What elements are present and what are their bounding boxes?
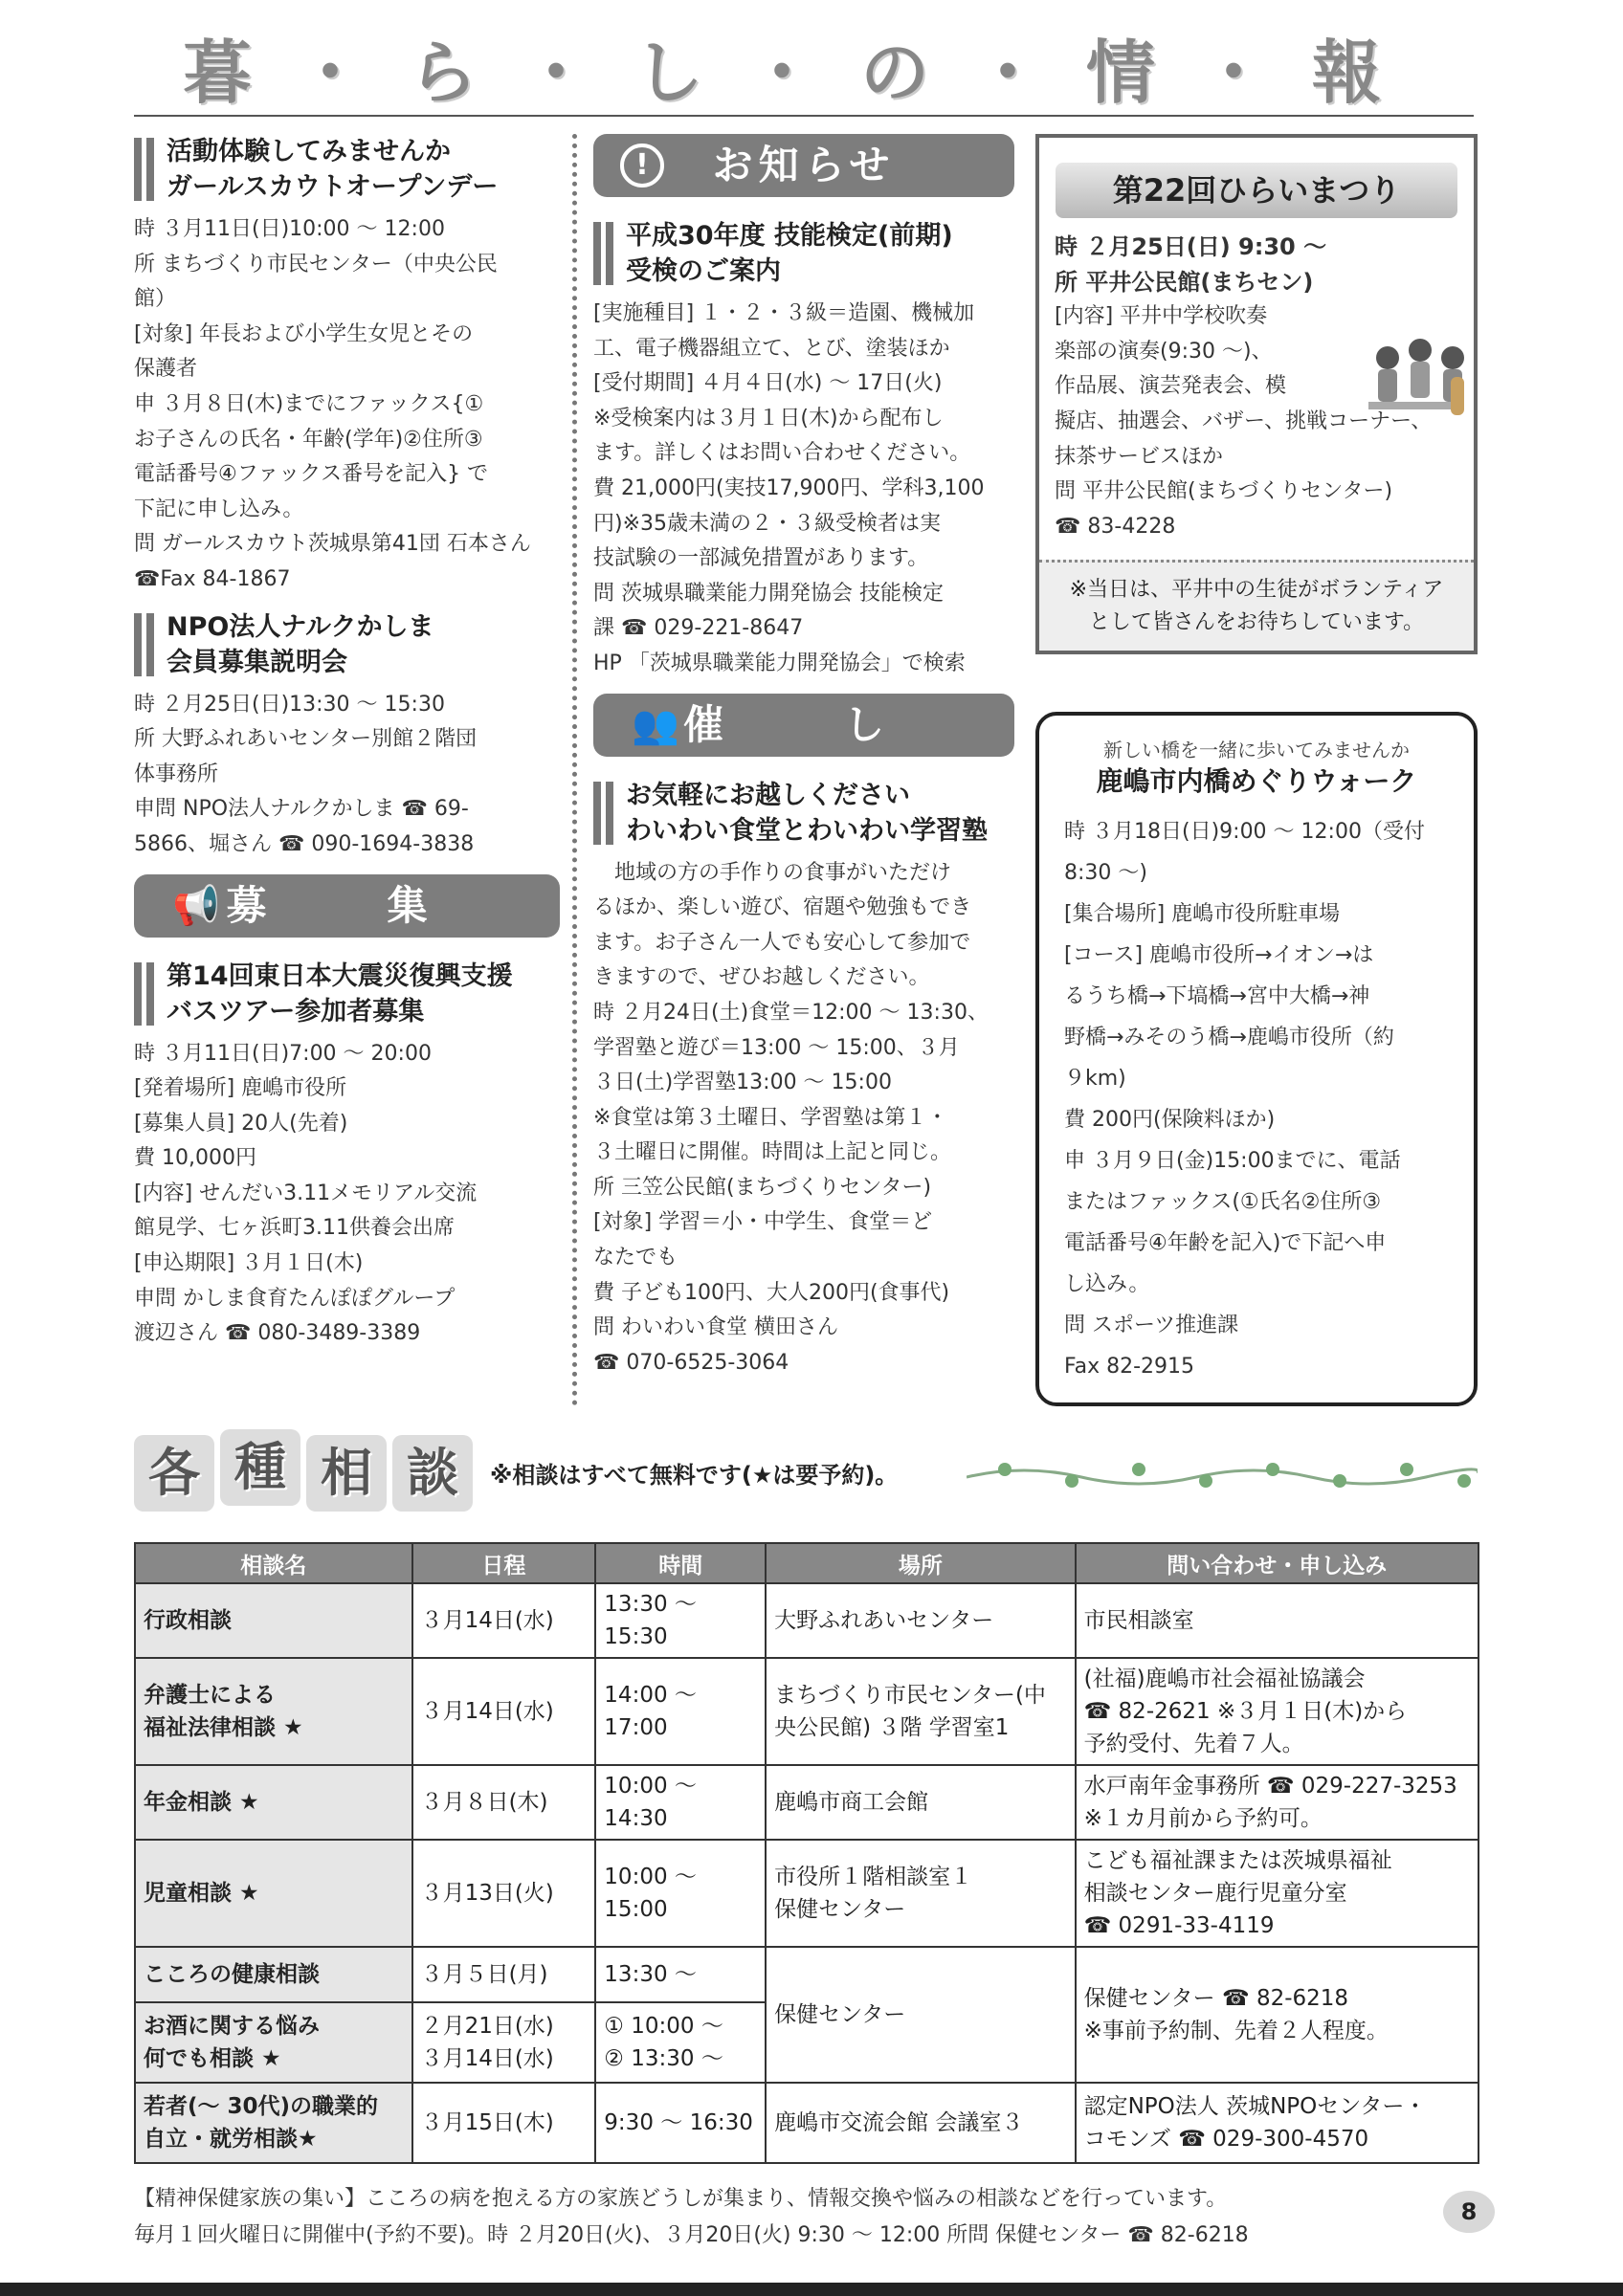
info-line: ３土曜日に開催。時間は上記と同じ。 [593,1140,952,1165]
heading-char: 相 [306,1435,387,1512]
cell-date: ３月８日(木) [412,1765,596,1840]
info-line: し込み。 [1064,1272,1150,1296]
info-line: ☎ 83-4228 [1055,514,1176,539]
clover-vine-decoration [967,1456,1478,1494]
info-line: 時 ２月25日(日)13:30 〜 15:30 [134,692,445,717]
article-title [593,218,1014,289]
cell-time: 9:30 〜 16:30 [595,2083,766,2163]
info-line: 8:30 〜) [1064,861,1147,885]
bottom-rule [0,2283,1623,2296]
title-line: バスツアー参加者募集 [167,996,425,1027]
article-title [593,778,1014,849]
info-line: 問 わいわい食堂 横田さん [593,1315,838,1340]
info-line: [募集人員] 20人(先着) [134,1111,348,1136]
cell-name: 弁護士による 福祉法律相談 ★ [135,1658,412,1765]
table-row [135,1947,1478,2002]
info-line: るうち橋→下塙橋→宮中大橋→神 [1064,984,1370,1008]
title-line: わいわい食堂とわいわい学習塾 [626,815,988,846]
info-line: HP 「茨城県職業能力開発協会」で検索 [593,651,966,675]
heading-char: 各 [134,1435,214,1512]
article-naruku [134,609,560,863]
info-line: 費 21,000円(実技17,900円、学科3,100 [593,475,985,500]
consultation-header [134,1435,1478,1512]
info-line: きますので、ぜひお越しください。 [593,965,930,990]
cell-date: ３月５日(月) [412,1947,596,2002]
info-line: ます。詳しくはお問い合わせください。 [593,441,971,466]
info-line: [発着場所] 鹿嶋市役所 [134,1076,347,1101]
table-header-row [135,1543,1478,1583]
info-line: 申問 かしま食育たんぽぽグループ [134,1286,456,1311]
page-title: 暮・ら・し・の・情・報 [182,32,1425,113]
footer-line: 【精神保健家族の集い】こころの病を抱える方の家族どうしが集まり、情報交換や悩みの相談などを行っています。 [134,2187,1228,2211]
info-line: 体事務所 [134,762,219,786]
info-line: 費 子ども100円、大人200円(食事代) [593,1280,950,1305]
info-line: 問 ガールスカウト茨城県第41団 石本さん [134,532,531,557]
info-line: ９km) [1064,1067,1126,1091]
info-line: ※受検案内は３月１日(木)から配布し [593,406,944,430]
info-line: 野橋→みそのう橋→鹿嶋市役所（約 [1064,1026,1394,1049]
info-line: 5866、堀さん ☎ 090-1694-3838 [134,831,475,856]
info-line: 時 ３月18日(日)9:00 〜 12:00（受付 [1064,820,1425,844]
table-row [135,1583,1478,1658]
cell-place: 鹿嶋市交流会館 会議室３ [766,2083,1075,2163]
info-line: 作品展、演芸発表会、模 [1055,374,1287,399]
bridge-walk-box [1035,712,1478,1406]
title-line: 第14回東日本大震災復興支援 [167,960,513,991]
info-line: なたでも [593,1246,678,1270]
banner-label: 催 し [682,700,924,748]
info-line: 申 ３月９日(金)15:00までに、電話 [1064,1149,1401,1173]
info-line: ☎ 070-6525-3064 [593,1350,789,1375]
info-line: 課 ☎ 029-221-8647 [593,616,804,641]
info-line: ます。お子さん一人でも安心して参加で [593,930,971,955]
cell-contact: 保健センター ☎ 82-6218 ※事前予約制、先着２人程度。 [1076,1947,1478,2083]
cell-contact: 市民相談室 [1076,1583,1478,1658]
hirai-festival-box [1035,134,1478,654]
article-title [134,609,560,680]
info-line: 館見学、七ヶ浜町3.11供養会出席 [134,1216,455,1241]
info-line: [内容] 平井中学校吹奏 [1055,304,1268,329]
page-number: 8 [1443,2191,1495,2233]
cell-name: 年金相談 ★ [135,1765,412,1840]
info-line: 時 ３月11日(日)7:00 〜 20:00 [134,1041,432,1066]
cell-name: こころの健康相談 [135,1947,412,2002]
cell-name: 行政相談 [135,1583,412,1658]
info-line: [対象] 学習＝小・中学生、食堂＝ど [593,1210,933,1235]
title-line: お気軽にお越しください [626,780,910,810]
column-header: 場所 [766,1543,1075,1583]
info-line: ☎Fax 84-1867 [134,566,291,591]
cell-time: 13:30 〜 [595,1947,766,2002]
table-row [135,1658,1478,1765]
cell-date: ３月14日(水) [412,1583,596,1658]
banner-label: 募 集 [226,881,468,929]
cell-name: お酒に関する悩み 何でも相談 ★ [135,2002,412,2083]
info-line: るほか、楽しい遊び、宿題や勉強もでき [593,895,972,920]
article-title [134,134,560,205]
consultation-note: ※相談はすべて無料です(★は要予約)。 [490,1462,899,1489]
info-line: [集合場所] 鹿嶋市役所駐車場 [1064,902,1341,926]
consultation-table [134,1542,1479,2164]
middle-column [593,134,1014,1392]
info-line: 費 200円(保険料ほか) [1064,1108,1276,1132]
info-line: 問 茨城県職業能力開発協会 技能検定 [593,581,944,606]
cell-place: 大野ふれあいセンター [766,1583,1075,1658]
info-line: 問 平井公民館(まちづくりセンター) [1055,479,1393,504]
info-line: ３日(土)学習塾13:00 〜 15:00 [593,1071,892,1095]
heading-char: 種 [220,1429,300,1506]
right-column [1035,134,1478,654]
info-line: 申問 NPO法人ナルクかしま ☎ 69- [134,797,469,822]
info-line: [内容] せんだい3.11メモリアル交流 [134,1181,478,1205]
info-line: 時 ２月25日(日) 9:30 〜 [1055,233,1327,260]
info-line: 費 10,000円 [134,1146,256,1171]
cell-place: 保健センター [766,1947,1075,2083]
cell-time: 10:00 〜 14:30 [595,1765,766,1840]
megaphone-icon: 📢 [172,883,220,928]
column-divider [572,134,577,1406]
banner-label: お知らせ [712,142,896,188]
info-line: 工、電子機器組立て、とび、塗装ほか [593,336,950,361]
info-line: 所 まちづくり市民センター（中央公民 [134,252,498,276]
info-line: [申込期限] ３月１日(木) [134,1251,364,1276]
cell-place: 市役所１階相談室１ 保健センター [766,1840,1075,1947]
cell-place: まちづくり市民センター(中 央公民館) ３階 学習室1 [766,1658,1075,1765]
info-line: Fax 82-2915 [1064,1355,1195,1379]
info-line: [実施種目] １・２・３級＝造園、機械加 [593,301,975,325]
article-skill-test [593,218,1014,682]
info-line: [コース] 鹿嶋市役所→イオン→は [1064,943,1374,967]
column-header: 時間 [595,1543,766,1583]
title-line: ガールスカウトオープンデー [167,172,499,202]
info-line: 保護者 [134,357,198,382]
cell-date: ２月21日(水) ３月14日(水) [412,2002,596,2083]
cell-contact: (社福)鹿嶋市社会福祉協議会 ☎ 82-2621 ※３月１日(木)から 予約受付、先着７人。 [1076,1658,1478,1765]
info-line: 下記に申し込み。 [134,497,304,521]
article-title [134,959,560,1029]
cell-name: 若者(〜 30代)の職業的 自立・就労相談★ [135,2083,412,2163]
exclamation-icon: ! [620,144,664,188]
info-line: 館） [134,287,177,312]
cell-name: 児童相談 ★ [135,1840,412,1947]
cell-date: ３月14日(水) [412,1658,596,1765]
info-line: [受付期間] ４月４日(水) 〜 17日(火) [593,371,943,396]
info-line: 申 ３月８日(木)までにファックス{① [134,391,484,416]
info-line: 円)※35歳未満の２・３級受検者は実 [593,511,942,536]
info-line: 電話番号④ファックス番号を記入} で [134,462,489,487]
column-header: 問い合わせ・申し込み [1076,1543,1478,1583]
section-banner-events [593,694,1014,757]
info-line: 電話番号④年齢を記入)で下記へ申 [1064,1231,1387,1255]
festival-note: ※当日は、平井中の生徒がボランティア として皆さんをお待ちしています。 [1039,560,1474,651]
footer-line: 毎月１回火曜日に開催中(予約不要)。時 ２月20日(火)、３月20日(火) 9:30 〜 12:00 所問 保健センター ☎ 82-6218 [134,2223,1249,2247]
info-line: 問 スポーツ推進課 [1064,1314,1239,1337]
info-line: 所 大野ふれあいセンター別館２階団 [134,727,478,752]
section-banner-notice [593,134,1014,197]
footer-notice [134,2181,1435,2254]
cell-contact: 水戸南年金事務所 ☎ 029-227-3253 ※１カ月前から予約可。 [1076,1765,1478,1840]
title-line: 平成30年度 技能検定(前期) [626,221,953,251]
article-girl-scout [134,134,560,598]
title-line: 受検のご案内 [626,256,781,286]
cell-place: 鹿嶋市商工会館 [766,1765,1075,1840]
column-header: 日程 [412,1543,596,1583]
people-icon: 👥 [632,702,679,747]
cell-date: ３月15日(木) [412,2083,596,2163]
festival-title: 第22回ひらいまつり [1056,163,1457,218]
walk-title: 鹿嶋市内橋めぐりウォーク [1096,765,1417,797]
info-line: [対象] 年長および小学生女児とその [134,321,474,346]
info-line: 学習塾と遊び＝13:00 〜 15:00、３月 [593,1035,960,1060]
info-line: お子さんの氏名・年齢(学年)②住所③ [134,427,483,452]
title-line: 活動体験してみませんか [167,137,451,166]
column-header: 相談名 [135,1543,412,1583]
cell-contact: 認定NPO法人 茨城NPOセンター・ コモンズ ☎ 029-300-4570 [1076,2083,1478,2163]
table-row [135,1840,1478,1947]
info-line: 時 ３月11日(日)10:00 〜 12:00 [134,217,445,241]
cell-contact: こども福祉課または茨城県福祉 相談センター鹿行児童分室 ☎ 0291-33-4119 [1076,1840,1478,1947]
cell-time: 14:00 〜 17:00 [595,1658,766,1765]
table-row [135,2083,1478,2163]
page-header [134,29,1474,117]
article-waiwai [593,778,1014,1381]
info-line: 技試験の一部減免措置があります。 [593,546,929,571]
cell-date: ３月13日(火) [412,1840,596,1947]
info-line: 所 三笠公民館(まちづくりセンター) [593,1175,932,1200]
walk-subtitle: 新しい橋を一緒に歩いてみませんか [1103,739,1410,762]
heading-char: 談 [392,1435,473,1512]
article-bus-tour [134,959,560,1352]
info-line: 渡辺さん ☎ 080-3489-3389 [134,1321,421,1346]
table-row [135,1765,1478,1840]
info-line: 所 平井公民館(まちセン) [1055,268,1314,296]
info-line: 抹茶サービスほか [1055,444,1224,469]
info-line: ※食堂は第３土曜日、学習塾は第１・ [593,1105,948,1130]
cell-time: 13:30 〜 15:30 [595,1583,766,1658]
cell-time: 10:00 〜 15:00 [595,1840,766,1947]
info-line: 時 ２月24日(土)食堂＝12:00 〜 13:30、 [593,1000,989,1025]
title-line: NPO法人ナルクかしま [167,611,434,642]
title-line: 会員募集説明会 [167,647,347,677]
info-line: 楽部の演奏(9:30 〜)、 [1055,339,1273,364]
info-line: 地域の方の手作りの食事がいただけ [593,860,952,885]
left-column [134,134,560,1363]
band-students-illustration [1359,329,1474,434]
info-line: 擬店、抽選会、バザー、挑戦コーナー、 [1055,408,1433,433]
cell-time: ① 10:00 〜 ② 13:30 〜 [595,2002,766,2083]
info-line: またはファックス(①氏名②住所③ [1064,1190,1382,1214]
section-banner-recruit [134,874,560,938]
